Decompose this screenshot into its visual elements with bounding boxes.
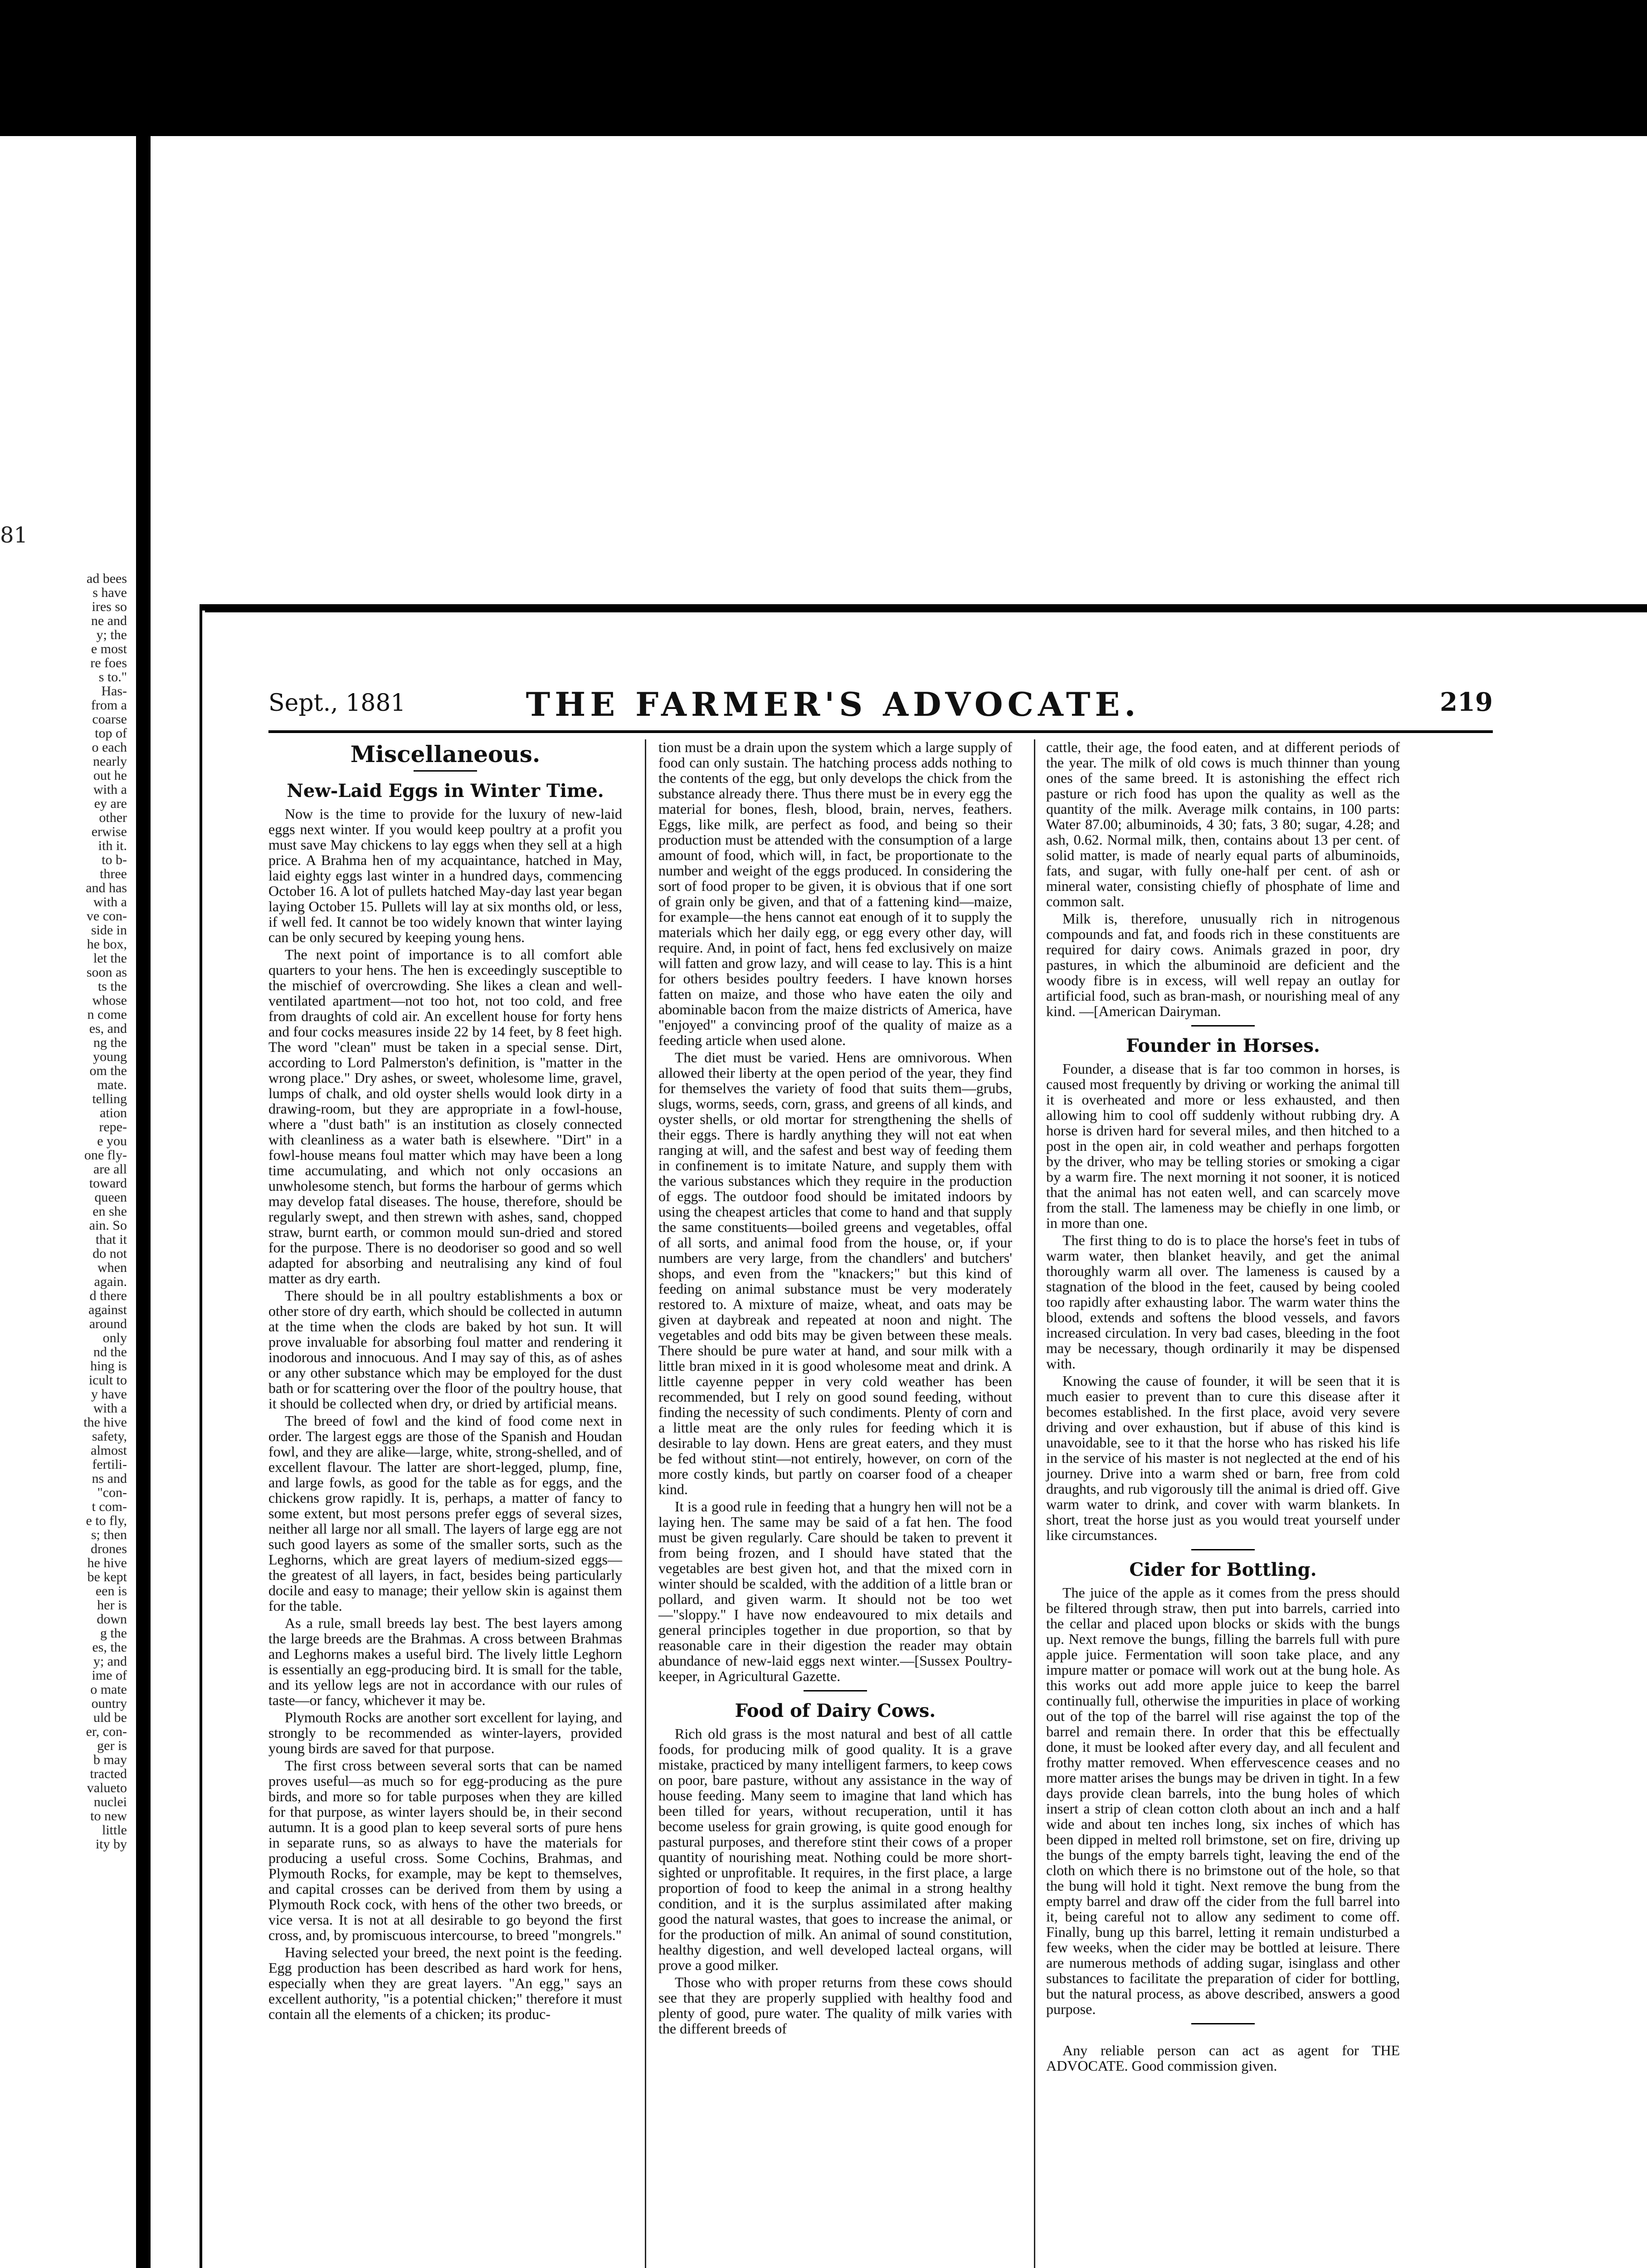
article-title-horses: Founder in Horses. — [1126, 1035, 1320, 1056]
facing-page-line: t com- — [92, 1499, 127, 1514]
facing-page-line: repe- — [99, 1119, 127, 1134]
facing-page-line: "con- — [97, 1485, 127, 1500]
paragraph: Plymouth Rocks are another sort excellent for laying, and strongly to be recommended as winter-layers, provided young birds are saved for that purpose. — [268, 1709, 622, 1756]
facing-page-line: again. — [94, 1274, 127, 1289]
facing-page-line: fertili- — [92, 1457, 127, 1472]
facing-page-line: ad bees — [86, 571, 127, 586]
facing-page-line: ve con- — [86, 909, 127, 924]
article-separator — [804, 1690, 867, 1691]
facing-page-line: s have — [93, 585, 127, 600]
facing-page-line: with a — [93, 894, 127, 909]
paragraph: The juice of the apple as it comes from the press should be filtered through straw, then put into barrels, carried into the cellar and placed upon blocks or skids with the bungs up. Next remove the bungs, filling the barrels full with pure apple juice. Fermentation will soon take place, and any impure matter or pomace will work out at the bung hole. As this works out add more apple juice to keep the barrel continually full, otherwise the impurities in place of working out of the top of the barrel will rise against the top of the barrel and remain there. In order that this be effectually done, it must be looked after every day, and all feculent and frothy matter removed. When effervescence ceases and no more matter arises the bungs may be driven in tight. In a few days provide clean barrels, into the bung holes of which insert a strip of clean cotton cloth about an inch and a half wide and about ten inches long, six inches of which has been dipped in melted roll brimstone, set on fire, driving up the bungs of the empty barrels tight, leaving the end of the cloth on which there is no brimstone out of the hole, so that the bung will hold it tight. Next remove the bung from the empty barrel and draw off the cider from the full barrel into it, being careful not to allow any sediment to come off. Finally, bung up this barrel, letting it remain undisturbed a few weeks, when the cider may be bottled at leisure. There are numerous methods of adding sugar, isinglass and other substances to facilitate the preparation of cider for bottling, but the natural process, as above described, answers a good purpose. — [1046, 1584, 1400, 2017]
paragraph: Now is the time to provide for the luxury of new-laid eggs next winter. If you would keep poultry at a profit you must save May chickens to lay eggs when they sell at a high price. A Brahma hen of my acquaintance, hatched in May, laid eighty eggs last winter in a hundred days, commencing October 16. A lot of pullets hatched May-day last year began laying October 15. Pullets will lay at six months old, or less, if well fed. It cannot be too widely known that winter laying can be only secured by keeping young hens. — [268, 806, 622, 945]
facing-page-line: ity by — [95, 1837, 127, 1852]
article-title-cows: Food of Dairy Cows. — [735, 1700, 936, 1721]
facing-page-line: nuclei — [93, 1794, 127, 1809]
facing-page-line: nd the — [93, 1344, 127, 1359]
facing-page-line: ires so — [92, 599, 127, 614]
facing-page-line: ime of — [92, 1668, 127, 1683]
facing-page-line: b may — [93, 1752, 127, 1767]
facing-page-line: erwise — [91, 824, 127, 839]
paragraph: Rich old grass is the most natural and best of all cattle foods, for producing milk of good quality. It is a grave mistake, practiced by many intelligent farmers, to keep cows on poor, bare pasture, without any assistance in the way of house feeding. Many seem to imagine that land which has been tilled for years, without recuperation, until it has become useless for grain growing, is quite good enough for pastural purposes, and therefore stint their cows of a proper quantity of nourishing meat. Nothing could be more short-sighted or unprofitable. It requires, in the first place, a large proportion of food to keep the animal in a strong healthy condition, and it is the surplus assimilated after making good the natural wastes, that goes to increase the animal, or for the production of milk. An animal of sound constitution, healthy digestion, and well developed lacteal organs, will prove a good milker. — [658, 1725, 1012, 1973]
facing-page-line: hing is — [90, 1359, 127, 1374]
facing-page-line: es, and — [89, 1021, 127, 1036]
facing-page-line: valueto — [87, 1780, 127, 1795]
column-divider — [645, 739, 646, 2268]
article-title-eggs: New-Laid Eggs in Winter Time. — [287, 780, 604, 802]
facing-page-line: that it — [95, 1232, 127, 1247]
facing-page-line: n come — [87, 1007, 127, 1022]
facing-page-line: er, con- — [86, 1724, 127, 1739]
facing-page-line: against — [88, 1302, 127, 1317]
facing-page-line: s; then — [91, 1527, 127, 1542]
facing-page-line: other — [99, 810, 127, 825]
facing-page-line: let the — [93, 951, 127, 966]
facing-page-line: drones — [91, 1541, 127, 1556]
facing-page-line: young — [93, 1049, 127, 1064]
facing-page-line: down — [97, 1612, 127, 1627]
paragraph: Having selected your breed, the next point is the feeding. Egg production has been described as hard work for hens, especially when they are great layers. "An egg," says an excellent authority, "is a potential chicken;" therefore it must contain all the elements of a chicken; its produc- — [268, 1944, 622, 2022]
facing-page-line: ith it. — [98, 838, 127, 853]
facing-page-line: d there — [89, 1288, 127, 1303]
page-gutter — [136, 136, 151, 2268]
facing-page-line: ts the — [97, 979, 127, 994]
facing-page-line: when — [97, 1260, 127, 1275]
facing-page-line: queen — [94, 1190, 127, 1205]
facing-page-line: with a — [93, 1401, 127, 1416]
paragraph: The diet must be varied. Hens are omnivorous. When allowed their liberty at the open period of the year, they find for themselves the variety of food that suits them—grubs, slugs, worms, seeds, corn, grass, and greens of all kinds, and oyster shells, or old mortar for strengthening the shells of their eggs. There is hardly anything they will not eat when ranging at will, and the safest and best way of feeding them in confinement is to imitate Nature, and supply them with the various substances which they require in the production of eggs. The outdoor food should be imitated indoors by using the cheapest articles that come to hand and that supply the same constituents—boiled greens and vegetables, offal of all sorts, and animal food from the house, or, if your numbers are very large, from the chandlers' and butchers' shops, and even from the "knackers;" but this kind of feeding on animal substance must be very moderately restored to. A mixture of maize, wheat, and oats may be given at daybreak and repeated at noon and night. The vegetables and odd bits may be given between these meals. There should be pure water at hand, and sour milk with a little bran mixed in it is good wholesome meat and drink. A little cayenne pepper in very cold weather has been recommended, but I rely on good sound feeding, without finding the necessity of such condiments. Plenty of corn and a little meat are the only rules for feeding which it is desirable to lay down. Hens are great eaters, and they must be fed without stint—not entirely, however, on corn of the more costly kinds, but partly on coarser food of a cheaper kind. — [658, 1049, 1012, 1497]
paragraph: The first thing to do is to place the horse's feet in tubs of warm water, then blanket heavily, and get the animal thoroughly warm all over. The lameness is caused by a stagnation of the blood in the feet, caused by being cooled too rapidly after exhausting labor. The warm water thins the blood, extends and softens the blood vessels, and favors increased circulation. In very bad cases, bleeding in the foot may be necessary, though ordinarily it may be dispensed with. — [1046, 1232, 1400, 1372]
facing-page-line: nearly — [93, 754, 127, 769]
article-separator — [1191, 1549, 1255, 1550]
facing-page-line: ey are — [94, 796, 127, 811]
facing-page-line: toward — [89, 1176, 127, 1191]
paragraph: There should be in all poultry establishments a box or other store of dry earth, which should be collected in autumn at the time when the clods are baked by hot sun. It will prove invaluable for absorbing foul matter and rendering it inodorous and innocuous. And I may say of this, as of ashes or any other substance which may be employed for the dust bath or for scattering over the floor of the poultry house, that it should be collected when dry, or dried by artificial means. — [268, 1287, 622, 1412]
title-rule — [414, 770, 477, 772]
facing-page-line: ne and — [91, 613, 127, 628]
paragraph: Founder, a disease that is far too common in horses, is caused most frequently by driving or working the animal till it is overheated and more or less exhausted, and then allowing him to cool off suddenly without rubbing dry. A horse is driven hard for several miles, and then hitched to a post in the open air, in cold weather and perhaps forgotten by the driver, who may be telling stories or smoking a cigar by a warm fire. The next morning it not sooner, it is noticed that the animal has not eaten well, and can scarcely move from the stall. The lameness may be chiefly in one limb, or in more than one. — [1046, 1061, 1400, 1231]
column-3 — [1046, 739, 1400, 2073]
facing-page-line: e you — [97, 1134, 127, 1149]
facing-page-line: to new — [90, 1809, 127, 1823]
paragraph: It is a good rule in feeding that a hungry hen will not be a laying hen. The same may be said of a fat hen. The food must be given regularly. Care should be taken to prevent it from being frozen, and I should have stated that the vegetables are best given hot, and that the mixed corn in winter should be scalded, with the addition of a little bran or pollard, and given warm. It should not be too wet—"sloppy." I have now endeavoured to mix details and general principles together in due proportion, so that by reasonable care in their digestion the reader may obtain abundance of new-laid eggs next winter.—[Sussex Poultry-keeper, in Agricultural Gazette. — [658, 1498, 1012, 1684]
facing-page-line: g the — [100, 1626, 127, 1641]
facing-page-line: o each — [92, 740, 127, 755]
facing-page-line: safety, — [92, 1429, 127, 1444]
facing-page-line: re foes — [90, 655, 127, 670]
facing-page-line: ns and — [92, 1471, 127, 1486]
paragraph: tion must be a drain upon the system which a large supply of food can only sustain. The hatching process adds nothing to the contents of the egg, but only develops the chick from the substance already there. Thus there must be in every egg the material for bones, flesh, blood, brain, nerves, feathers. Eggs, like milk, are perfect as food, and being so their production must be attended with the consumption of a large amount of food, which will, in fact, be proportionate to the number and weight of the eggs produced. In considering the sort of food proper to be given, it is obvious that if one sort of grain only be given, and that of a fattening kind—maize, for example—the hens cannot eat enough of it to supply the materials which her daily egg, or egg every other day, will require. And, in point of fact, hens fed exclusively on maize will fatten and grow lazy, and will cease to lay. This is a hint for others besides poultry feeders. I have known horses fatten on maize, and those who have eaten the oily and abominable bacon from the maize districts of America, have "enjoyed" a convincing proof of the quality of maize as a feeding article when used alone. — [658, 739, 1012, 1048]
facing-page-line: uld be — [93, 1710, 127, 1725]
facing-page-line: and has — [86, 880, 127, 895]
facing-page-line: tracted — [90, 1766, 127, 1781]
facing-page-line: e to fly, — [86, 1513, 127, 1528]
page-number: 219 — [1440, 687, 1493, 717]
column-divider — [1034, 739, 1035, 2268]
facing-page-line: to b- — [102, 852, 127, 867]
facing-page-line: ain. So — [89, 1218, 127, 1233]
facing-page-line: es, the — [92, 1640, 127, 1655]
facing-page-line: ng the — [93, 1035, 127, 1050]
facing-page-line: little — [102, 1823, 127, 1838]
agent-notice: Any reliable person can act as agent for THE ADVOCATE. Good commission given. — [1046, 2042, 1400, 2074]
facing-page-line: almost — [91, 1443, 127, 1458]
facing-page-line: en she — [93, 1204, 127, 1219]
column-1 — [268, 739, 622, 2024]
facing-page-line: ger is — [97, 1738, 127, 1753]
issue-date: Sept., 1881 — [268, 689, 406, 717]
article-separator — [1191, 2023, 1255, 2024]
masthead-title: THE FARMER'S ADVOCATE. — [526, 685, 1140, 723]
facing-page-line: from a — [91, 698, 127, 713]
facing-page-line: with a — [93, 782, 127, 797]
paragraph: The breed of fowl and the kind of food come next in order. The largest eggs are those of the Spanish and Houdan fowl, and they are alike—large, white, strong-shelled, and of excellent flavour. The latter are short-legged, plump, fine, and large fowls, as good for the table as for eggs, and the chickens grow rapidly. It is, perhaps, a matter of fancy to some extent, but most persons prefer eggs of several sizes, neither all large nor all small. The layers of large egg are not such good layers as some of the smaller sorts, such as the Leghorns, which are great layers of medium-sized eggs—the greatest of all layers, in fact, besides being particularly docile and easy to manage; their yellow skin is against them for the table. — [268, 1413, 622, 1614]
facing-page-line: icult to — [88, 1373, 127, 1388]
page-frame-left — [200, 604, 202, 2268]
newspaper-page — [151, 136, 1647, 2268]
paragraph: Those who with proper returns from these cows should see that they are properly supplied with healthy food and plenty of good, pure water. The quality of milk varies with the different breeds of — [658, 1974, 1012, 2037]
facing-page-line: y; the — [96, 627, 127, 642]
facing-page-line: around — [89, 1316, 127, 1331]
facing-page-line: do not — [93, 1246, 127, 1261]
column-2 — [658, 739, 1012, 2038]
article-separator — [1191, 1025, 1255, 1026]
facing-page-line: out he — [93, 768, 127, 783]
facing-page-line: Has- — [101, 684, 127, 699]
facing-page-line: coarse — [92, 712, 127, 727]
paragraph: cattle, their age, the food eaten, and at different periods of the year. The milk of old cows is much thinner than young ones of the same breed. It is astonishing the effect rich pasture or rich food has upon the quality as well as the quantity of the milk. Average milk contains, in 100 parts: Water 87.00; albuminoids, 4 30; fats, 3 80; sugar, 4.28; and ash, 0.62. Normal milk, then, contains about 13 per cent. of solid matter, is made of nearly equal parts of albuminoids, fats, and sugar, with fully one-half per cent. of ash or mineral water, consisting chiefly of phosphate of lime and common salt. — [1046, 739, 1400, 909]
header-rule — [268, 730, 1493, 733]
facing-page-line: he hive — [87, 1555, 127, 1570]
facing-page-line: be kept — [87, 1569, 127, 1584]
facing-page-line: only — [102, 1330, 127, 1345]
section-title: Miscellaneous. — [350, 741, 541, 767]
facing-page-line: s to." — [98, 670, 127, 684]
facing-page-line: side in — [91, 923, 127, 938]
facing-page-fragment — [0, 136, 136, 2268]
paragraph: The first cross between several sorts that can be named proves useful—as much so for egg-producing as the pure birds, and more so for table purposes when they are killed for that purpose, as winter layers should be, in their second autumn. It is a good plan to keep several sorts of pure hens in separate runs, so as always to have the materials for producing a useful cross. Some Cochins, Brahmas, and Plymouth Rocks, for example, may be kept to themselves, and capital crosses can be derived from them by using a Plymouth Rock cock, with hens of the other two breeds, or vice versa. It is not at all desirable to go beyond the first cross, and, by promiscuous intercourse, to breed "mongrels." — [268, 1757, 622, 1943]
facing-page-line: the hive — [83, 1415, 127, 1430]
facing-page-line: whose — [92, 993, 127, 1008]
facing-page-line: top of — [95, 726, 127, 741]
facing-page-line: he box, — [87, 937, 127, 952]
facing-page-line: een is — [95, 1584, 127, 1598]
facing-page-line: ation — [100, 1105, 127, 1120]
facing-page-line: one fly- — [84, 1148, 127, 1163]
facing-page-line: are all — [93, 1162, 127, 1177]
paragraph: Knowing the cause of founder, it will be seen that it is much easier to prevent than to cure this disease after it becomes established. In the first place, avoid very severe driving and over exhaustion, but if abuse of this kind is unavoidable, see to it that the horse who has risked his life in the service of his master is not neglected at the end of his journey. Drive into a warm shed or barn, free from cold draughts, and rub vigorously till the animal is dried off. Give warm water to drink, and cover with warm blankets. In short, treat the horse just as you would treat yourself under like circumstances. — [1046, 1373, 1400, 1543]
paragraph: Milk is, therefore, unusually rich in nitrogenous compounds and fat, and foods rich in these constituents are required for dairy cows. Animals grazed in poor, dry pastures, in which the albuminoid are deficient and the woody fibre is in excess, will well repay an outlay for artificial food, such as bran-mash, or nourishing meal of any kind. —[American Dairyman. — [1046, 910, 1400, 1019]
facing-page-line: o mate — [90, 1682, 127, 1697]
facing-page-line: ountry — [91, 1696, 127, 1711]
facing-page-line: e most — [91, 641, 127, 656]
facing-page-line: y; and — [93, 1654, 127, 1669]
paragraph: The next point of importance is to all comfort able quarters to your hens. The hen is exceedingly susceptible to the mischief of overcrowding. She likes a clean and well-ventilated apartment—not too hot, not too cold, and free from draughts of cold air. An excellent house for forty hens and four cocks measures inside 22 by 14 feet, by 8 feet high. The word "clean" must be taken in a special sense. Dirt, according to Lord Palmerston's definition, is "matter in the wrong place." Dry ashes, or sweet, wholesome lime, gravel, lumps of chalk, and old oyster shells would look dirty in a drawing-room, but they are appropriate in a fowl-house, where a "dust bath" is an institution as closely connected with cleanliness as a water bath is elsewhere. "Dirt" in a fowl-house means foul matter which may have been a long time accumulating, and which not only occasions an unwholesome stench, but forms the harbour of germs which may develop fatal diseases. The house, therefore, should be regularly swept, and then strewn with ashes, sand, chopped straw, burnt earth, or common mould sun-dried and stored for the purpose. There is no deodoriser so good and so well adapted for absorbing and neutralising any kind of foul matter as dry earth. — [268, 946, 622, 1286]
facing-page-number: 81 — [0, 523, 28, 548]
facing-page-line: telling — [92, 1091, 127, 1106]
facing-page-line: om the — [89, 1063, 127, 1078]
facing-page-line: mate. — [97, 1077, 127, 1092]
paragraph: As a rule, small breeds lay best. The best layers among the large breeds are the Brahmas. A cross between Brahmas and Leghorns makes a useful bird. The lively little Leghorn is essentially an egg-producing bird. It is small for the table, and its yellow legs are not in accordance with our rules of taste—or fancy, whichever it may be. — [268, 1615, 622, 1708]
facing-page-line: three — [100, 866, 127, 881]
facing-page-line: her is — [97, 1598, 127, 1613]
facing-page-line: y have — [91, 1387, 127, 1402]
article-title-cider: Cider for Bottling. — [1129, 1559, 1317, 1580]
facing-page-text — [0, 177, 127, 1851]
scan-top-border — [0, 0, 1647, 136]
facing-page-line: soon as — [86, 965, 127, 980]
